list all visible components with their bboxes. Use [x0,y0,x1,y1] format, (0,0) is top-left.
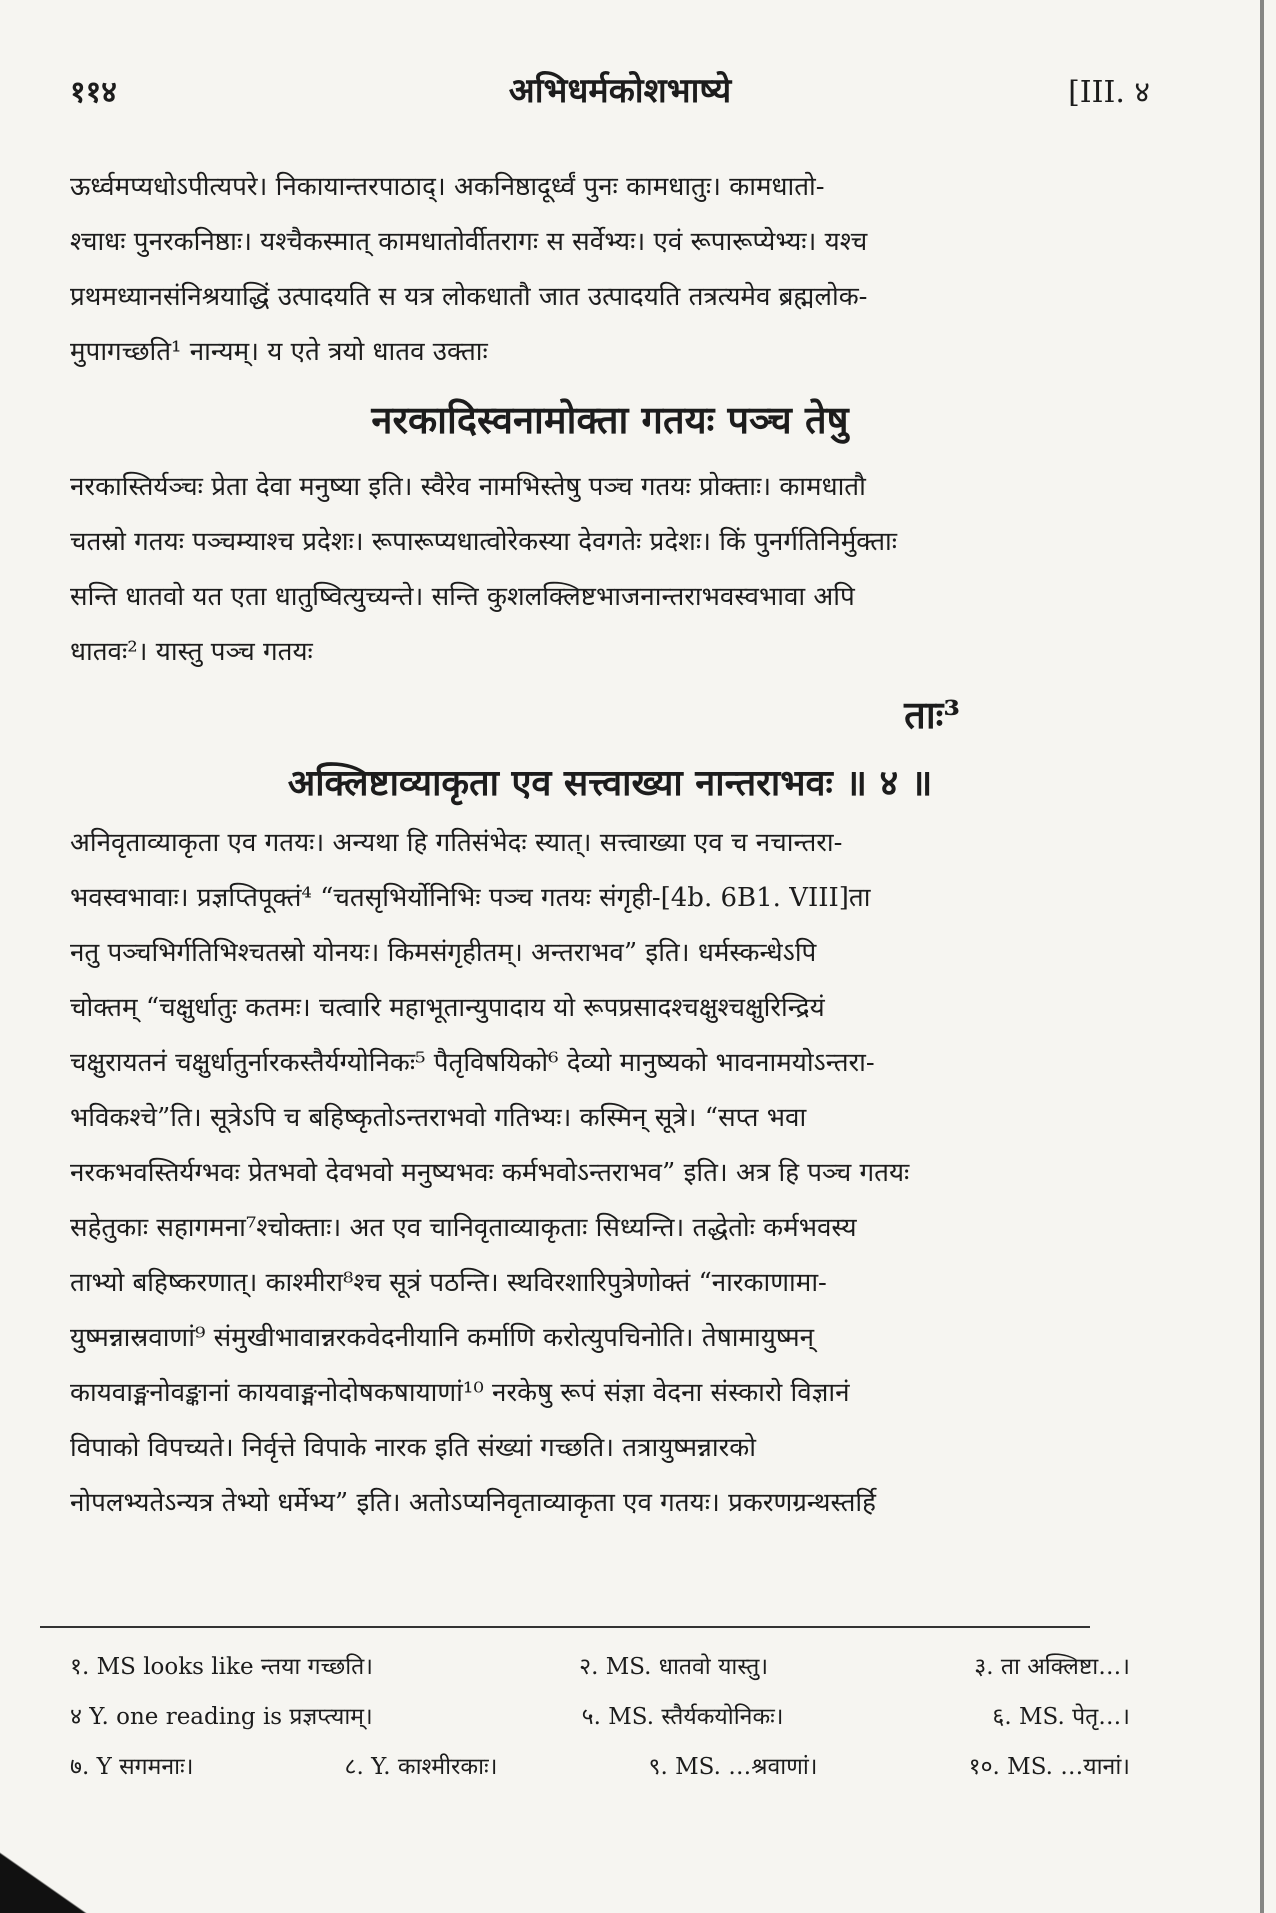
footnote: १०. MS. …यानां। [968,1754,1130,1780]
footnote: ८. Y. काश्मीरकाः। [344,1754,498,1780]
footnote-row [70,1642,1130,1692]
scan-corner-shadow [0,1793,110,1913]
text-line: चक्षुरायतनं चक्षुर्धातुर्नारकस्तैर्यग्योनिकः⁵ पैतृविषयिको⁶ देव्यो मानुष्यको भावनामयोऽन्तरा- [70,1048,875,1078]
main-text [70,160,1150,1531]
text-line: सहेतुकाः सहागमना⁷श्चोक्ताः। अत एव चानिवृताव्याकृताः सिध्यन्ति। तद्धेतोः कर्मभवस्य [70,1213,857,1243]
running-title: अभिधर्मकोशभाष्ये [508,71,732,111]
text-line: ताभ्यो बहिष्करणात्। काश्मीरा⁸श्च सूत्रं पठन्ति। स्थविरशारिपुत्रेणोक्तं “नारकाणामा- [70,1268,827,1298]
footnote: १. MS looks like न्तया गच्छति। [70,1654,373,1680]
page-edge-shadow [1260,0,1264,1913]
text-line: भवस्वभावाः। प्रज्ञप्तिपूक्तं⁴ “चतसृभिर्योनिभिः पञ्च गतयः संगृही-[4b. 6B1. VIII]ता [70,883,871,913]
footnote: २. MS. धातवो यास्तु। [579,1654,769,1680]
footnote: ९. MS. …श्रवाणां। [648,1754,818,1780]
section-marker: [III. ४ [1068,75,1150,110]
footnote-row [70,1692,1130,1742]
text-line: धातवः²। यास्तु पञ्च गतयः [70,637,313,667]
verse-fragment: ताः³ [904,692,960,737]
footnote: ३. ता अक्लिष्टा…। [974,1654,1130,1680]
verse-heading: नरकादिस्वनामोक्ता गतयः पञ्च तेषु [371,397,849,442]
text-line: युष्मन्नास्रवाणां⁹ संमुखीभावान्नरकवेदनीयानि कर्माणि करोत्युपचिनोति। तेषामायुष्मन् [70,1323,815,1353]
text-line: चोक्तम् “चक्षुर्धातुः कतमः। चत्वारि महाभूतान्युपादाय यो रूपप्रसादश्चक्षुश्चक्षुरिन्द्रियं [70,993,825,1023]
footnote: ५. MS. स्तैर्यकयोनिकः। [581,1704,784,1730]
page-number: ११४ [70,75,117,110]
page-header [70,62,1170,122]
text-line: नतु पञ्चभिर्गतिभिश्चतस्रो योनयः। किमसंगृहीतम्। अन्तराभव” इति। धर्मस्कन्धेऽपि [70,938,817,968]
footnote: ७. Y सगमनाः। [70,1754,194,1780]
text-line: नरकभवस्तिर्यग्भवः प्रेतभवो देवभवो मनुष्यभवः कर्मभवोऽन्तराभव” इति। अत्र हि पञ्च गतयः [70,1158,910,1188]
text-line: नरकास्तिर्यञ्चः प्रेता देवा मनुष्या इति। स्वैरेव नामभिस्तेषु पञ्च गतयः प्रोक्ताः। कामधातौ [70,472,866,502]
text-line: अनिवृताव्याकृता एव गतयः। अन्यथा हि गतिसंभेदः स्यात्। सत्त्वाख्या एव च नचान्तरा- [70,828,843,858]
text-line: नोपलभ्यतेऽन्यत्र तेभ्यो धर्मेभ्य” इति। अतोऽप्यनिवृताव्याकृता एव गतयः। प्रकरणग्रन्थस्तर्हि [70,1488,876,1518]
text-line: ऊर्ध्वमप्यधोऽपीत्यपरे। निकायान्तरपाठाद्। अकनिष्ठादूर्ध्वं पुनः कामधातुः। कामधातो- [70,172,825,202]
text-line: सन्ति धातवो यत एता धातुष्वित्युच्यन्ते। सन्ति कुशलक्लिष्टभाजनान्तराभवस्वभावा अपि [70,582,855,612]
text-line: चतस्रो गतयः पञ्चम्याश्च प्रदेशः। रूपारूप्यधात्वोरेकस्या देवगतेः प्रदेशः। किं पुनर्गतिनिर्मुक्ताः [70,527,898,557]
karika-verse: अक्लिष्टाव्याकृता एव सत्त्वाख्या नान्तराभवः ॥ ४ ॥ [287,762,933,804]
text-line: मुपागच्छति¹ नान्यम्। य एते त्रयो धातव उक्ताः [70,337,488,367]
text-line: विपाको विपच्यते। निर्वृत्ते विपाके नारक इति संख्यां गच्छति। तत्रायुष्मन्नारको [70,1433,756,1463]
text-line: भविकश्चे”ति। सूत्रेऽपि च बहिष्कृतोऽन्तराभवो गतिभ्यः। कस्मिन् सूत्रे। “सप्त भवा [70,1103,807,1133]
footnote: ४ Y. one reading is प्रज्ञप्त्याम्। [70,1704,373,1730]
footnote: ६. MS. पेतृ…। [992,1704,1130,1730]
text-line: श्चाधः पुनरकनिष्ठाः। यश्चैकस्मात् कामधातोर्वीतरागः स सर्वेभ्यः। एवं रूपारूप्येभ्यः। यश्च [70,227,868,257]
footnotes [70,1642,1130,1792]
footnote-row [70,1742,1130,1792]
footnote-divider [40,1626,1090,1628]
text-line: प्रथमध्यानसंनिश्रयाद्धिं उत्पादयति स यत्र लोकधातौ जात उत्पादयति तत्रत्यमेव ब्रह्मलोक- [70,282,868,312]
text-line: कायवाङ्मनोवङ्कानां कायवाङ्मनोदोषकषायाणां¹⁰ नरकेषु रूपं संज्ञा वेदना संस्कारो विज्ञानं [70,1378,850,1408]
